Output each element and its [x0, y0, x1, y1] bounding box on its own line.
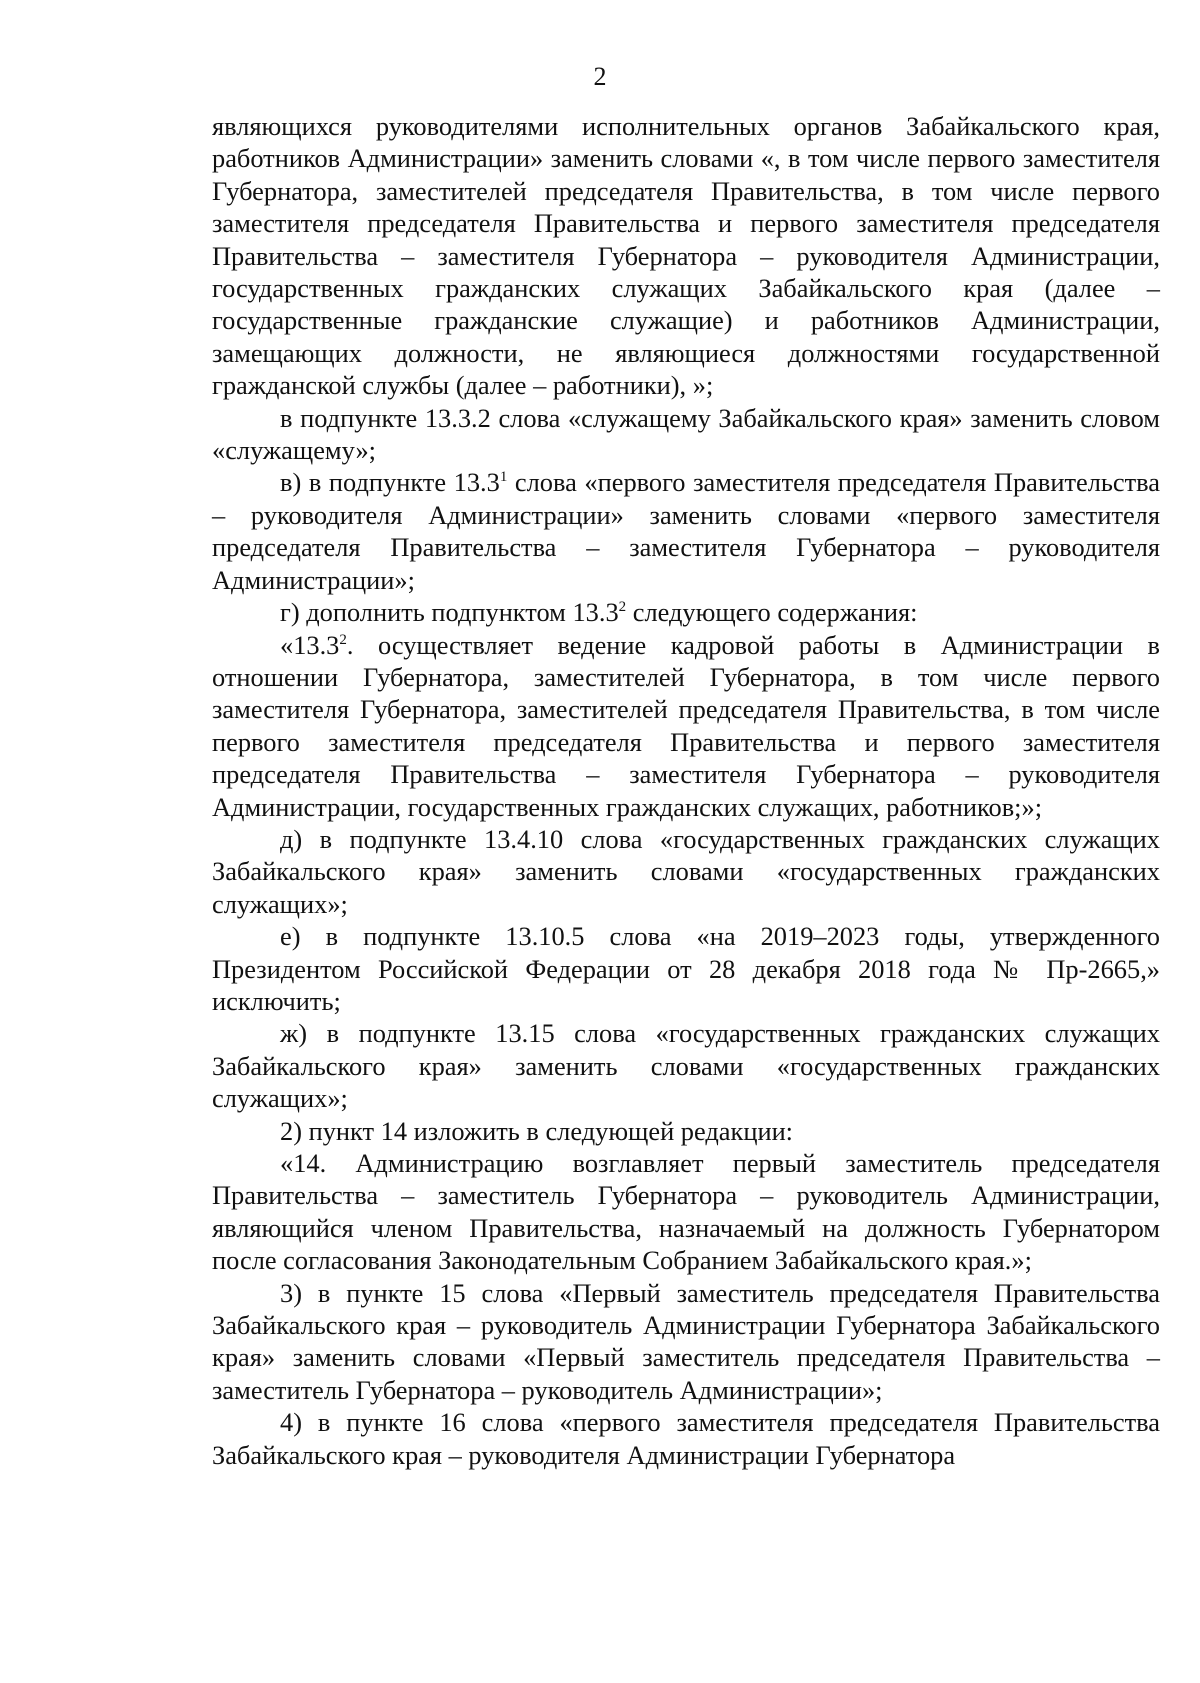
- paragraph-text: . осуществляет ведение кадровой работы в Администрации в отношении Губернатора, заместителей Губернатора, в том числе первого заместителя Губернатора, заместителей председателя Правительства, в том числе первого заместителя председателя Правительства и первого заместителя председателя Правительства – заместителя Губернатора – руководителя Администрации, государственных гражданских служащих, работников;»;: [212, 629, 1160, 822]
- paragraph-text: слова «первого заместителя председателя Правительства – руководителя Администрации» заменить словами «первого заместителя председателя Правительства – заместителя Губернатора – руководителя Администрации»;: [212, 467, 1160, 595]
- superscript: 2: [618, 599, 627, 616]
- paragraph: [212, 629, 1160, 823]
- superscript: 2: [339, 631, 347, 648]
- paragraph: [212, 1115, 1160, 1147]
- paragraph: [212, 596, 1160, 628]
- paragraph: [212, 110, 1160, 402]
- paragraph-text: «13.3: [280, 629, 340, 660]
- paragraph-text: в подпункте 13.3.2 слова «служащему Забайкальского края» заменить словом «служащему»;: [212, 402, 1160, 466]
- paragraph: [212, 1406, 1160, 1471]
- paragraph-text: ж) в подпункте 13.15 слова «государственных гражданских служащих Забайкальского края» заменить словами «государственных гражданских служащих»;: [212, 1018, 1160, 1114]
- paragraph-text: 4) в пункте 16 слова «первого заместителя председателя Правительства Забайкальского края – руководителя Администрации Губернатора: [212, 1407, 1160, 1470]
- document-body: [212, 110, 1160, 1471]
- superscript: 1: [499, 469, 508, 486]
- paragraph-text: являющихся руководителями исполнительных органов Забайкальского края, работников Администрации» заменить словами «, в том числе первого заместителя Губернатора, заместителей председателя Правительства, в том числе первого заместителя председателя Правительства и первого заместителя председателя Правительства – заместителя Губернатора – руководителя Администрации, государственных гражданских служащих Забайкальского края (далее – государственные гражданские служащие) и работников Администрации, замещающих должности, не являющиеся должностями государственной гражданской службы (далее – работники), »;: [212, 111, 1160, 401]
- paragraph-text: в) в подпункте 13.3: [280, 467, 500, 498]
- paragraph: [212, 1277, 1160, 1407]
- paragraph-text: следующего содержания:: [626, 597, 918, 628]
- paragraph-text: 2) пункт 14 изложить в следующей редакции:: [280, 1115, 794, 1146]
- paragraph: [212, 402, 1160, 467]
- paragraph-text: «14. Администрацию возглавляет первый заместитель председателя Правительства – заместитель Губернатора – руководитель Администрации, являющийся членом Правительства, назначаемый на должность Губернатором после согласования Законодательным Собранием Забайкальского края.»;: [212, 1148, 1160, 1276]
- paragraph: [212, 920, 1160, 1017]
- page-number: 2: [593, 62, 607, 91]
- paragraph: [212, 466, 1160, 596]
- paragraph-text: д) в подпункте 13.4.10 слова «государственных гражданских служащих Забайкальского края» заменить словами «государственных гражданских служащих»;: [212, 823, 1160, 919]
- paragraph-text: 3) в пункте 15 слова «Первый заместитель председателя Правительства Забайкальского края – руководитель Администрации Губернатора Забайкальского края» заменить словами «Первый заместитель председателя Правительства – заместитель Губернатора – руководитель Администрации»;: [212, 1277, 1160, 1405]
- paragraph: [212, 1017, 1160, 1114]
- paragraph-text: г) дополнить подпунктом 13.3: [280, 597, 619, 628]
- paragraph: [212, 1147, 1160, 1277]
- paragraph-text: е) в подпункте 13.10.5 слова «на 2019–2023 годы, утвержденного Президентом Российской Федерации от 28 декабря 2018 года № Пр-2665,» исключить;: [212, 921, 1160, 1016]
- paragraph: [212, 823, 1160, 920]
